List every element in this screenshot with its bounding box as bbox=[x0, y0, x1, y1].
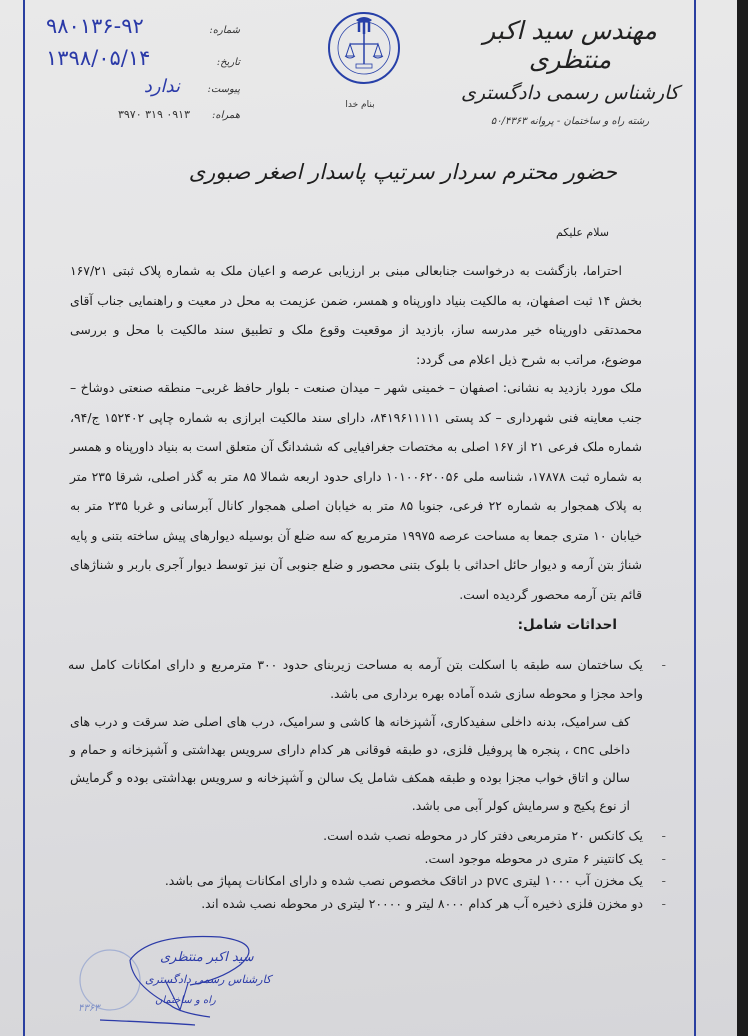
list-item bbox=[68, 848, 688, 871]
left-margin-rule bbox=[23, 0, 25, 1036]
phone-label: همراه: bbox=[212, 110, 240, 121]
bullet-dash: - bbox=[661, 657, 666, 672]
meta-date-row bbox=[40, 46, 240, 70]
meta-phone-row bbox=[40, 108, 240, 121]
addressee-line: حضور محترم سردار سرتیپ پاسدار اصغر صبوری bbox=[188, 160, 617, 184]
bullet-dash: - bbox=[661, 895, 666, 911]
stamp-title: کارشناس رسمی دادگستری bbox=[145, 973, 272, 986]
scan-edge-shadow bbox=[737, 0, 748, 1036]
intro-paragraph: احتراما، بازگشت به درخواست جنابعالی مبنی بر ارزیابی عرصه و اعیان ملک به شماره پلاک ثبتی ۱۶۷/۲۱ بخش ۱۴ ثبت اصفهان، به مالکیت بنیاد داورپناه و همسر، ضمن عزیمت به محل در معیت و راهنمایی جناب آقای محمدتقی داورپناه خیر مدرسه ساز، بازدید از موقعیت وقوع ملک و تطبیق سند مالکیت با محل و بررسی موضوع، مراتب به شرح ذیل اعلام می گردد: bbox=[70, 263, 642, 367]
list-item bbox=[68, 870, 688, 893]
list-item-text: یک کانکس ۲۰ مترمربعی دفتر کار در محوطه نصب شده است. bbox=[323, 828, 643, 843]
stamp-number: ۴۳۶۳ bbox=[78, 1003, 100, 1014]
stamp-field: راه و ساختمان bbox=[155, 995, 216, 1006]
constructions-list-b bbox=[68, 825, 688, 915]
meta-number-row bbox=[40, 14, 240, 38]
list-item bbox=[68, 893, 688, 916]
signature-stamp-area bbox=[70, 925, 270, 1030]
right-margin-rule bbox=[694, 0, 696, 1036]
list-item bbox=[68, 825, 688, 848]
list-item bbox=[68, 650, 688, 708]
bullet-dash: - bbox=[661, 850, 666, 866]
engineer-name: مهندس سید اکبر منتظری bbox=[483, 16, 657, 74]
engineer-title: کارشناس رسمی دادگستری bbox=[461, 82, 679, 104]
number-value: ۹۸۰۱۳۶-۹۲ bbox=[46, 14, 144, 38]
bullet-dash: - bbox=[661, 873, 666, 888]
greeting-line: سلام علیکم bbox=[555, 226, 609, 239]
list-item-text: دو مخزن فلزی ذخیره آب هر کدام ۸۰۰۰ لیتر و ۲۰۰۰۰ لیتری در محوطه نصب شده اند. bbox=[201, 895, 643, 911]
constructions-list-a bbox=[68, 650, 688, 708]
attachment-value: ندارد bbox=[143, 76, 180, 97]
list-item-text: یک کانتینر ۶ متری در محوطه موجود است. bbox=[424, 850, 643, 866]
date-label: تاریخ: bbox=[216, 57, 240, 68]
number-label: شماره: bbox=[209, 25, 240, 36]
meta-attachment-row bbox=[40, 76, 240, 97]
engineer-license: رشته راه و ساختمان - پروانه ۵۰/۴۳۶۳ bbox=[490, 116, 650, 127]
bullet-dash: - bbox=[661, 828, 666, 843]
judiciary-expert-seal-icon bbox=[326, 10, 402, 86]
engineer-letterhead bbox=[460, 14, 680, 127]
date-value: ۱۳۹۸/۰۵/۱۴ bbox=[46, 46, 151, 70]
property-description-paragraph: ملک مورد بازدید به نشانی: اصفهان – خمینی شهر – میدان صنعت - بلوار حافظ غربی– منطقه صنعتی دوشاخ – جنب معاینه فنی شهرداری – کد پستی ۸۴۱۹۶۱۱۱۱۱، دارای سند مالکیت ابرازی به شماره چاپی ۱۵۲۴۰۲ ج/۹۴، شماره ملک فرعی ۲۱ از ۱۶۷ اصلی به مختصات جغرافیایی که ششدانگ آن متعلق است به بنیاد داورپناه و همسر به شماره ثبت ۱۷۸۷۸، شناسه ملی ۱۰۱۰۰۶۲۰۰۵۶ دارای حدود اربعه شمالا ۸۵ متر به گذر اصلی، شرقا ۲۳۵ متر به پلاک همجوار به شماره ۲۲ فرعی، جنوبا ۸۵ متر به خیابان اصلی همجوار کانال آبرسانی و غربا ۲۳۵ متر به خیابان ۱۰ متری جمعا به مساحت عرصه ۱۹۹۷۵ مترمربع که سه ضلع آن بوسیله دیوارهای پیش ساخته بتنی و پایه شناژ بتن آرمه و دیوار حائل احداثی با بلوک بتنی محصور و ضلع جنوبی آن نیز توسط دیوار آجری باربر و شناژهای قائم بتن آرمه محصور گردیده است. bbox=[70, 380, 643, 602]
constructions-heading: احداثات شامل: bbox=[517, 617, 617, 633]
stamp-name: سید اکبر منتظری bbox=[160, 950, 254, 965]
attachment-label: پیوست: bbox=[207, 84, 240, 95]
phone-value: ۰۹۱۳ ۳۱۹ ۳۹۷۰ bbox=[117, 108, 190, 121]
list-item-text: یک ساختمان سه طبقه با اسکلت بتن آرمه به مساحت زیربنای حدود ۳۰۰ مترمربع و دارای امکانات کامل سه واحد مجزا و محوطه سازی شده آماده بهره برداری می باشد. bbox=[68, 657, 643, 701]
list-item-text: یک مخزن آب ۱۰۰۰ لیتری pvc در اتاقک مخصوص نصب شده و دارای امکانات پمپاژ می باشد. bbox=[164, 873, 643, 888]
bismillah-text: بنام خدا bbox=[345, 100, 375, 110]
building-details-paragraph: کف سرامیک، بدنه داخلی سفیدکاری، آشپزخانه ها کاشی و سرامیک، درب های اصلی ضد سرقت و درب های داخلی cnc ، پنجره ها پروفیل فلزی، دو طبقه فوقانی هر کدام دارای سرویس بهداشتی و آشپزخانه و حمام و سالن و اتاق خواب مجزا بوده و طبقه همکف شامل یک سالن و آشپزخانه و سرویس بهداشتی بوده و گرمایش از نوع پکیج و سرمایش کولر آبی می باشد. bbox=[70, 714, 630, 813]
